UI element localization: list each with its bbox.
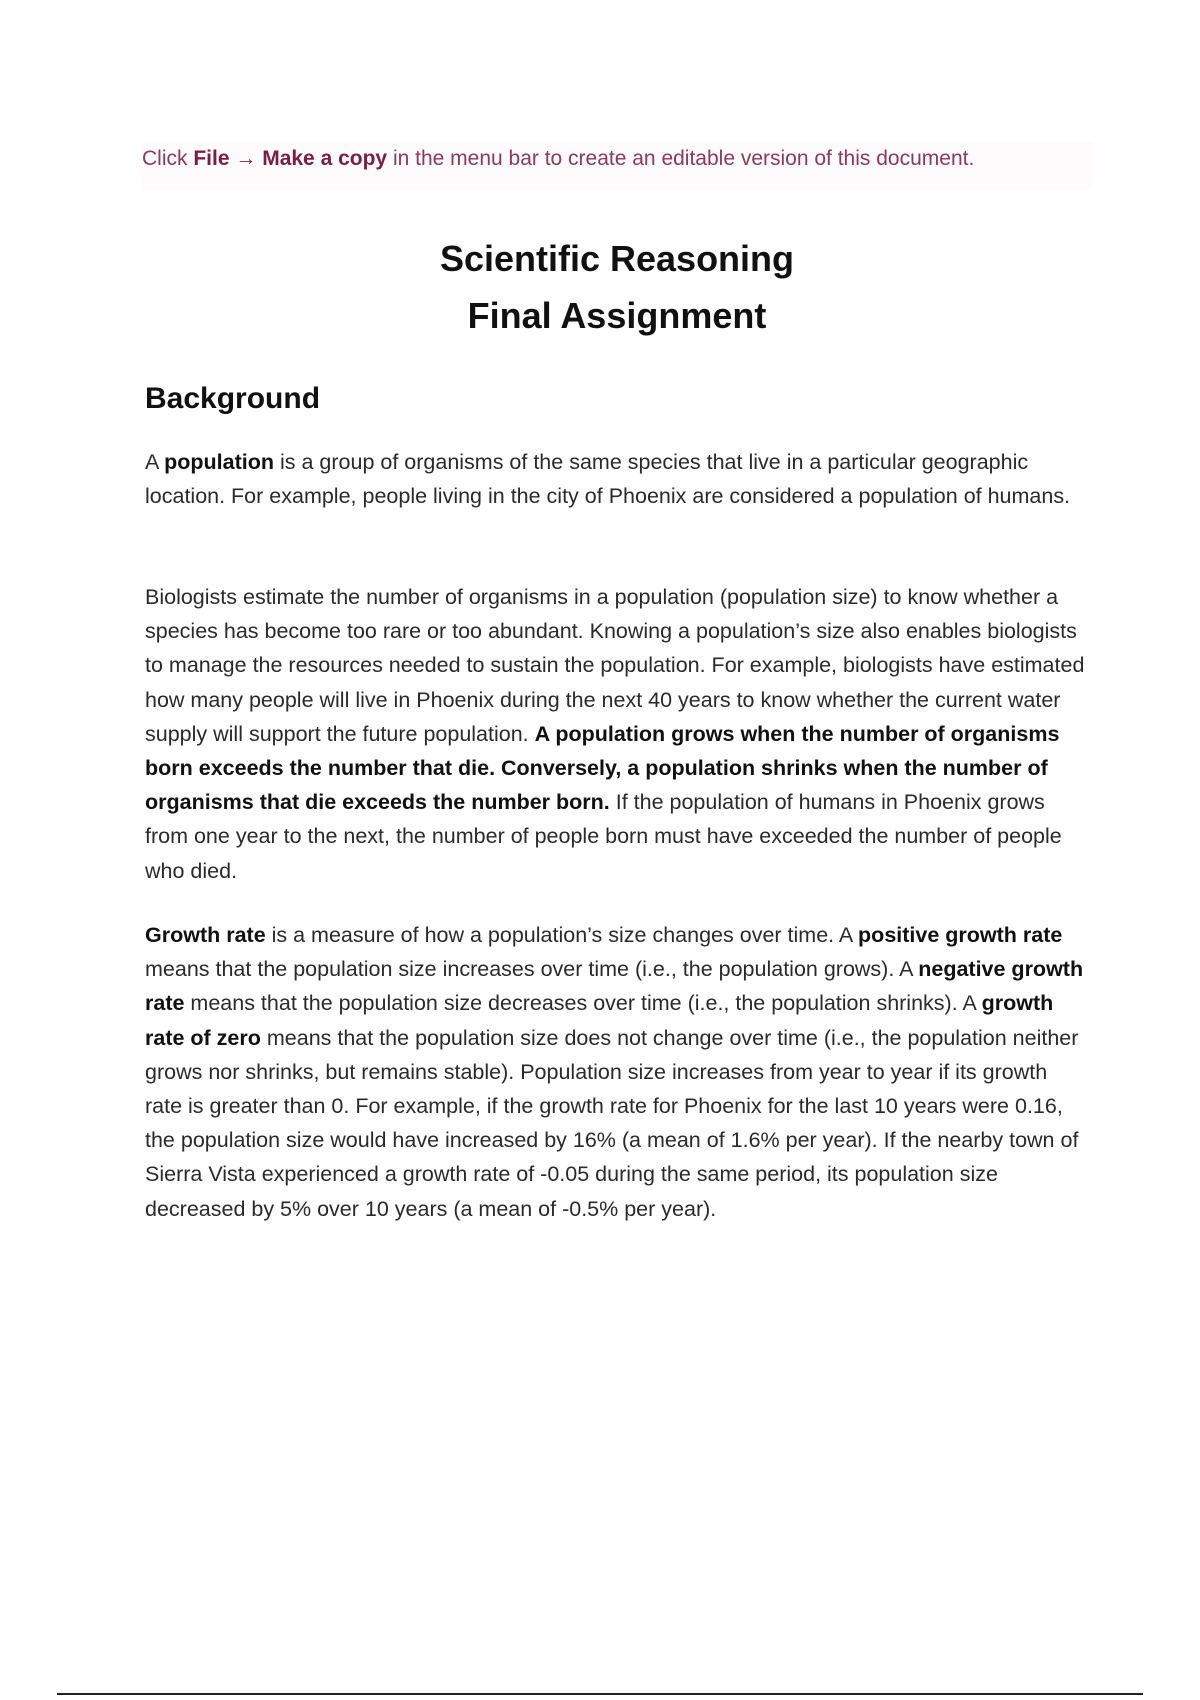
p3-text-2: means that the population size increases over time (i.e., the population grows). A: [145, 957, 919, 982]
p3-text-3: means that the population size decreases over time (i.e., the population shrinks). A: [184, 991, 982, 1016]
paragraph-growth-rate: [145, 918, 1090, 1226]
p3-text-1: is a measure of how a population’s size changes over time. A: [265, 923, 859, 947]
notice-make-copy: Make a copy: [262, 147, 388, 170]
document-title: [0, 230, 1200, 344]
p1-bold-population: population: [164, 450, 275, 474]
p1-text-1: A: [145, 450, 165, 474]
p2-bold-growth-rule: A population grows when the number of organisms born exceeds the number that die. Conversely, a population shrinks when the number of organisms that die exceeds the number born.: [145, 721, 1060, 815]
notice-arrow: →: [229, 147, 263, 170]
title-line-2: Final Assignment: [467, 295, 767, 336]
notice-prefix: Click: [142, 147, 194, 170]
make-copy-notice: [142, 142, 1092, 190]
p3-text-4: means that the population size does not change over time (i.e., the population neither grows nor shrinks, but remains stable). Population size increases from year to year if its growth rate is greater than 0. For example, if the growth rate for Phoenix for the last 10 years were 0.16, the population size would have increased by 16% (a mean of 1.6% per year). If the nearby town of Sierra Vista experienced a growth rate of -0.05 during the same period, its population size decreased by 5% over 10 years (a mean of -0.5% per year).: [145, 1025, 1079, 1221]
paragraph-population-definition: [145, 445, 1090, 513]
p3-bold-negative: negative growth rate: [145, 957, 1084, 1016]
notice-file-link: File: [193, 147, 230, 170]
p3-bold-positive: positive growth rate: [858, 923, 1063, 947]
notice-suffix: in the menu bar to create an editable version of this document.: [387, 147, 975, 170]
p1-text-2: is a group of organisms of the same species that live in a particular geographic location. For example, people living in the city of Phoenix are considered a population of humans.: [145, 450, 1071, 509]
p2-text-2: If the population of humans in Phoenix grows from one year to the next, the number of people born must have exceeded the number of people who died.: [145, 790, 1062, 883]
p2-text-1: Biologists estimate the number of organisms in a population (population size) to know whether a species has become too rare or too abundant. Knowing a population’s size also enables biologists to manage the resources needed to sustain the population. For example, biologists have estimated how many people will live in Phoenix during the next 40 years to know whether the current water supply will support the future population.: [145, 585, 1085, 746]
p3-bold-growth-rate: Growth rate: [145, 923, 266, 947]
title-line-1: Scientific Reasoning: [439, 238, 795, 279]
section-heading-background: Background: [145, 382, 321, 415]
paragraph-population-size: [145, 580, 1090, 888]
page-bottom-divider: [57, 1693, 1143, 1695]
p3-bold-zero: growth rate of zero: [145, 991, 1054, 1050]
